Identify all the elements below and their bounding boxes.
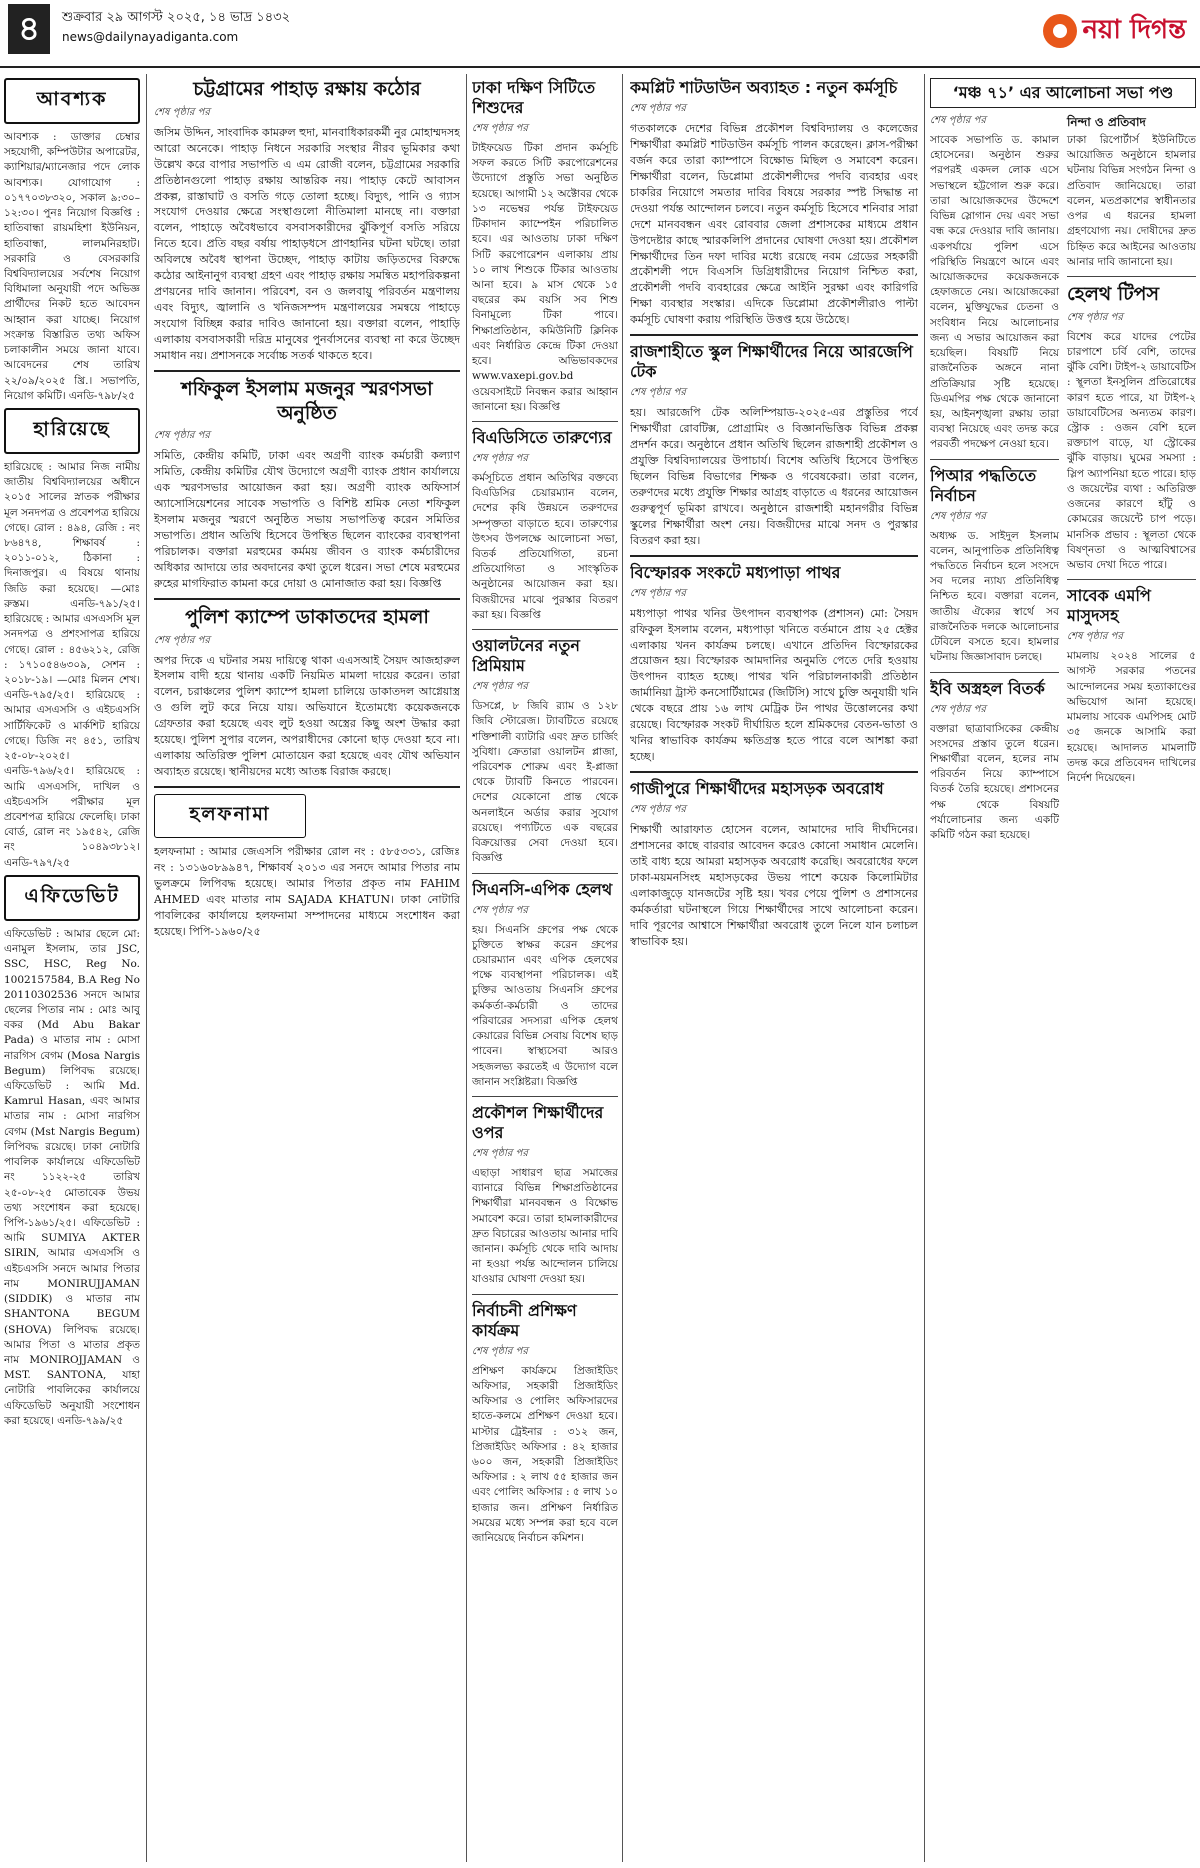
continuation-label: শেষ পৃষ্ঠার পর — [930, 703, 986, 715]
article-headline: ওয়ালটনের নতুন প্রিমিয়াম — [472, 636, 580, 676]
continuation-label: শেষ পৃষ্ঠার পর — [930, 510, 986, 522]
continuation-label: শেষ পৃষ্ঠার পর — [1067, 311, 1123, 323]
continuation-label: শেষ পৃষ্ঠার পর — [930, 115, 986, 126]
section-heading-affidavit: এফিডেভিট — [4, 875, 140, 921]
article-headline: প্রকৌশল শিক্ষার্থীদের ওপর — [472, 1102, 604, 1142]
article-body: প্রশিক্ষণ কার্যক্রমে প্রিজাইডিং অফিসার, সহকারী প্রিজাইডিং অফিসার ও পোলিং অফিসারদের হাতে-কলমে প্রশিক্ষণ দেওয়া হবে। মাস্টার ট্রেইনার : ৩১২ জন, প্রিজাইডিং অফিসার : ৪২ হাজার ৬০০ জন, সহকারী প্রিজাইডিং অফিসার : ২ লাখ ৫৫ হাজার জন এবং পোলিং অফিসার : ৫ লাখ ১০ হাজার জন। প্রশিক্ষণ নির্ধারিত সময়ের মধ্যে সম্পন্ন করা হবে বলে জানিয়েছে নির্বাচন কমিশন। — [472, 1364, 618, 1545]
article-headline: চট্টগ্রামের পাহাড় রক্ষায় কঠোর — [193, 78, 421, 100]
article-headline: পুলিশ ক্যাম্পে ডাকাতদের হামলা — [185, 605, 429, 628]
continuation-label: শেষ পৃষ্ঠার পর — [472, 452, 528, 464]
article-headline: ইবি অস্ত্রহল বিতর্ক — [930, 678, 1045, 698]
continuation-label: শেষ পৃষ্ঠার পর — [472, 681, 528, 693]
needed-ads-text: আবশ্যক : ডাক্তার চেম্বার সহযোগী, কম্পিউটার অপারেটর, ক্যাশিয়ার/ম্যানেজার পদে লোক আবশ্যক। যোগাযোগ : ০১৭৭০৩৮৩২০, সকাল ৯:৩০–১২:৩০। পুনঃ নিয়োগ বিজ্ঞপ্তি : হাতিবান্ধা রায়মহিশা ইউনিয়ন, হাতিবান্ধা, লালমনিরহাট। সরকারি ও বেসরকারি বিশ্ববিদ্যালয়ের সর্বশেষ নিয়োগ বিধিমালা অনুযায়ী পদে অভিজ্ঞ প্রার্থীদের নিকট হতে আবেদন আহ্বান করা যাচ্ছে। নিয়োগ সংক্রান্ত বিস্তারিত তথ্য অফিস চলাকালীন সময়ে জানা যাবে। আবেদনের শেষ তারিখ ২২/০৯/২০২৫ খ্রি.। সভাপতি, নিয়োগ কমিটি। এনডি-৭৯৮/২৫ — [4, 131, 140, 402]
continuation-label: শেষ পৃষ্ঠার পর — [630, 103, 686, 114]
article-headline: সাবেক এমপি মাসুদসহ — [1067, 586, 1151, 626]
contact-email[interactable]: news@dailynayadiganta.com — [62, 30, 239, 44]
continuation-label: শেষ পৃষ্ঠার পর — [630, 387, 686, 399]
article-body: শিক্ষার্থী আরাফাত হোসেন বলেন, আমাদের দাবি দীর্ঘদিনের। প্রশাসনের কাছে বারবার আবেদন করেও কোনো সমাধান মেলেনি। তাই বাধ্য হয়ে আমরা মহাসড়ক অবরোধ করেছি। অবরোধের ফলে ঢাকা-ময়মনসিংহ মহাসড়কের উভয় পাশে কয়েক কিলোমিটার এলাকাজুড়ে যানজটের সৃষ্টি হয়। খবর পেয়ে পুলিশ ও প্রশাসনের কর্মকর্তারা ঘটনাস্থলে গিয়ে শিক্ষার্থীদের সাথে আলোচনা করেন। দাবি পূরণের আশ্বাসে শিক্ষার্থীরা অবরোধ তুলে নিলে যান চলাচল স্বাভাবিক হয়। — [630, 823, 918, 948]
continuation-label: শেষ পৃষ্ঠার পর — [1067, 631, 1123, 643]
continuation-label: শেষ পৃষ্ঠার পর — [472, 123, 528, 134]
news-column-narrow — [472, 74, 618, 1862]
article-body: সমিতি, কেন্দ্রীয় কমিটি, ঢাকা এবং অগ্রণী ব্যাংক কর্মচারী কল্যাণ সমিতি, কেন্দ্রীয় কমিটির যৌথ উদ্যোগে অগ্রণী ব্যাংক প্রধান কার্যালয়ে এক স্মরণসভার আয়োজন করা হয়। অগ্রণী ব্যাংক অফিসার্স অ্যাসোসিয়েশনের সাবেক সভাপতি ও বিশিষ্ট শ্রমিক নেতা শফিকুল ইসলাম মজনুর স্মরণে অনুষ্ঠিত সভায় সভাপতিত্ব করেন সমিতির সভাপতি। প্রধান অতিথি হিসেবে উপস্থিত ছিলেন ব্যাংকের ব্যবস্থাপনা পরিচালক। বক্তারা মরহুমের কর্মময় জীবন ও ব্যাংক কর্মচারীদের অধিকার আদায়ে তার অবদানের কথা তুলে ধরেন। সভা শেষে মরহুমের রুহের মাগফিরাত কামনা করে দোয়া ও মোনাজাত করা হয়। বিজ্ঞপ্তি — [154, 449, 460, 590]
news-column-right — [930, 74, 1196, 1862]
continuation-label: শেষ পৃষ্ঠার পর — [472, 1147, 528, 1159]
article-body: এছাড়া সাধারণ ছাত্র সমাজের ব্যানারে বিভিন্ন শিক্ষাপ্রতিষ্ঠানের শিক্ষার্থীরা মানববন্ধন ও বিক্ষোভ সমাবেশ করে। তারা হামলাকারীদের দ্রুত বিচারের আওতায় আনার দাবি জানান। কর্মসূচি থেকে দাবি আদায় না হওয়া পর্যন্ত আন্দোলন চালিয়ে যাওয়ার ঘোষণা দেওয়া হয়। — [472, 1166, 618, 1286]
article-headline: বিস্ফোরক সংকটে মধ্যপাড়া পাথর — [630, 562, 841, 582]
article-headline: বিএডিসিতে তারুণ্যের — [472, 427, 612, 447]
article-body: বক্তারা ছাত্রাবাসিকের কেন্দ্রীয় সংসদের প্রস্তাব তুলে ধরেন। শিক্ষার্থীরা বলেন, হলের নাম পরিবর্তন নিয়ে ক্যাম্পাসে বিতর্ক তৈরি হয়েছে। প্রশাসনের পক্ষ থেকে বিষয়টি পর্যালোচনার জন্য একটি কমিটি গঠন করা হয়েছে। — [930, 722, 1059, 842]
article-headline: ‘মঞ্চ ৭১’ এর আলোচনা সভা পণ্ড — [930, 78, 1196, 108]
news-column-left — [154, 74, 460, 1862]
article-body: মধ্যপাড়া পাথর খনির উৎপাদন ব্যবস্থাপক (প্রশাসন) মো: সৈয়দ রফিকুল ইসলাম বলেন, মধ্যপাড়া খনিতে বর্তমানে প্রায় ২৫ হেক্টর এলাকায় খনন কার্যক্রম চলছে। এখানে প্রতিদিন বিস্ফোরকের প্রয়োজন হয়। বিস্ফোরক আমদানির অনুমতি পেতে দেরি হওয়ায় উৎপাদন ব্যাহত হচ্ছে। পাথর খনি পরিচালনাকারী প্রতিষ্ঠান জার্মানিয়া ট্রাস্ট কনসোর্টিয়ামের (জিটিসি) সাথে চুক্তি অনুযায়ী খনি থেকে বছরে প্রায় ১৬ লাখ মেট্রিক টন পাথর উত্তোলনের কথা রয়েছে। বিস্ফোরক সংকট দীর্ঘায়িত হলে শ্রমিকদের বেতন-ভাতা ও খনির স্বাভাবিক কার্যক্রম ক্ষতিগ্রস্ত হতে পারে বলে আশঙ্কা করা হচ্ছে। — [630, 606, 918, 764]
article-body: হয়। সিএনসি গ্রুপের পক্ষ থেকে চুক্তিতে স্বাক্ষর করেন গ্রুপের চেয়ারম্যান এবং এপিক হেলথের পক্ষে ব্যবস্থাপনা পরিচালক। এই চুক্তির আওতায় সিএনসি গ্রুপের কর্মকর্তা-কর্মচারী ও তাদের পরিবারের সদস্যরা এপিক হেলথ কেয়ারের বিভিন্ন সেবায় বিশেষ ছাড় পাবেন। স্বাস্থ্যসেবা আরও সহজলভ্য করতেই এ উদ্যোগ বলে জানান সংশ্লিষ্টরা। বিজ্ঞপ্তি — [472, 923, 618, 1088]
article-body: বিশেষ করে যাদের পেটের চারপাশে চর্বি বেশি, তাদের ঝুঁকি বেশি। টাইপ-২ ডায়াবেটিস : স্থূলতা ইনসুলিন প্রতিরোধের কারণ হতে পারে, যা টাইপ-২ ডায়াবেটিসের অন্যতম কারণ। স্ট্রোক : ওজন বেশি হলে রক্তচাপ বাড়ে, যা স্ট্রোকের ঝুঁকি বাড়ায়। ঘুমের সমস্যা : স্লিপ অ্যাপনিয়া হতে পারে। হাড় ও জয়েন্টের ব্যথা : অতিরিক্ত ওজনের কারণে হাঁটু ও কোমরের জয়েন্টে চাপ পড়ে। মানসিক প্রভাব : স্থূলতা থেকে বিষণ্নতা ও আত্মবিশ্বাসের অভাব দেখা দিতে পারে। — [1067, 330, 1196, 571]
masthead-logo — [1043, 6, 1186, 56]
continuation-label: শেষ পৃষ্ঠার পর — [630, 587, 686, 599]
article-headline: গাজীপুরে শিক্ষার্থীদের মহাসড়ক অবরোধ — [630, 779, 884, 798]
news-column-center — [630, 74, 918, 1862]
article-headline: নির্বাচনী প্রশিক্ষণ কার্যক্রম — [472, 1300, 577, 1340]
column-divider — [466, 74, 467, 1862]
article-headline: শফিকুল ইসলাম মজনুর স্মরণসভা অনুষ্ঠিত — [181, 377, 433, 424]
article-body: হয়। আরজেপি টেক অলিম্পিয়াড-২০২৫-এর প্রস্তুতির পর্বে শিক্ষার্থীরা রোবটিক্স, প্রোগ্রামিং ও বিজ্ঞানভিত্তিক বিভিন্ন প্রকল্প প্রদর্শন করে। অনুষ্ঠানে প্রধান অতিথি ছিলেন রাজশাহী প্রকৌশল ও প্রযুক্তি বিশ্ববিদ্যালয়ের উপাচার্য। বিশেষ অতিথি হিসেবে উপস্থিত ছিলেন বিভিন্ন বিভাগের শিক্ষক ও গবেষকেরা। তারা বলেন, তরুণদের মধ্যে প্রযুক্তি শিক্ষার আগ্রহ বাড়াতে এ ধরনের আয়োজন গুরুত্বপূর্ণ ভূমিকা রাখবে। অনুষ্ঠানে রাজশাহী মহানগরীর বিভিন্ন স্কুলের শিক্ষার্থীরা অংশ নেয়। বিজয়ীদের মাঝে সনদ ও পুরস্কার বিতরণ করা হয়। — [630, 406, 918, 547]
continuation-label: শেষ পৃষ্ঠার পর — [154, 106, 210, 118]
continuation-label: শেষ পৃষ্ঠার পর — [630, 804, 686, 815]
article-body: অপর দিকে এ ঘটনার সময় দায়িত্বে থাকা এএসআই সৈয়দ আজহারুল ইসলাম বাদী হয়ে থানায় একটি নিয়মিত মামলা দায়ের করেন। তারা বলেন, চরাঞ্চলের পুলিশ ক্যাম্পে হামলা চালিয়ে ডাকাতদল আগ্নেয়াস্ত্র ও গুলি লুট করে নিয়ে যায়। অভিযানে ইতোমধ্যে কয়েকজনকে গ্রেফতার করা হয়েছে এবং লুট হওয়া অস্ত্রের কিছু অংশ উদ্ধার করা হয়েছে। পুলিশ সুপার বলেন, অপরাধীদের কোনো ছাড় দেওয়া হবে না। এলাকায় অতিরিক্ত পুলিশ মোতায়েন করা হয়েছে এবং যৌথ অভিযান অব্যাহত রয়েছে। স্থানীয়দের মধ্যে আতঙ্ক বিরাজ করছে। — [154, 653, 460, 779]
column-divider — [622, 74, 623, 1862]
article-body: টাইফয়েড টিকা প্রদান কর্মসূচি সফল করতে সিটি করপোরেশনের উদ্যোগে প্রস্তুতি সভা অনুষ্ঠিত হয়েছে। আগামী ১২ অক্টোবর থেকে ১৩ নভেম্বর পর্যন্ত টাইফয়েড টিকাদান ক্যাম্পেইন পরিচালিত হবে। এর আওতায় ঢাকা দক্ষিণ সিটি করপোরেশন এলাকায় প্রায় ১০ লাখ শিশুকে টিকার আওতায় আনা হবে। ৯ মাস থেকে ১৫ বছরের কম বয়সি সব শিশু বিনামূল্যে টিকা পাবে। শিক্ষাপ্রতিষ্ঠান, কমিউনিটি ক্লিনিক এবং নির্ধারিত কেন্দ্রে টিকা দেওয়া হবে। অভিভাবকদের www.vaxepi.gov.bd ওয়েবসাইটে নিবন্ধন করার আহ্বান জানানো হয়। বিজ্ঞপ্তি — [472, 142, 618, 413]
column-divider — [146, 74, 147, 1862]
continuation-label: শেষ পৃষ্ঠার পর — [154, 634, 210, 646]
lost-ads-text: হারিয়েছে : আমার নিজ নামীয় জাতীয় বিশ্ববিদ্যালয়ের অধীনে ২০১৫ সালের স্নাতক পরীক্ষার মূল সনদপত্র ও প্রবেশপত্র হারিয়ে গেছে। রোল : ৪৯৪, রেজি : নং ৮৬৪৭৪, শিক্ষাবর্ষ : ২০১১-০১২, ঠিকানা : দিনাজপুর। এ বিষয়ে থানায় জিডি করা হয়েছে। —মোঃ রুস্তম। এনডি-৭৯১/২৫। হারিয়েছে : আমার এসএসসি মূল সনদপত্র ও প্রশংসাপত্র হারিয়ে গেছে। রোল : ৪৫৬২১২, রেজি : ১৭১০৫৪৬৩০৯, সেশন : ২০১৮-১৯। —মোঃ মিলন শেখ। এনডি-৭৯৫/২৫। হারিয়েছে : আমার এসএসসি ও এইচএসসি সার্টিফিকেট ও মার্কশিট হারিয়ে গেছে। ডিজি নং ৪৫১, তারিখ ২৫-০৮-২০২৫। এনডি-৭৯৬/২৫। হারিয়েছে : আমি এসএসসি, দাখিল ও এইচএসসি পরীক্ষার মূল প্রবেশপত্র হারিয়ে ফেলেছি। ঢাকা বোর্ড, রোল নং ১৯৫৪২, রেজি নং ১০৪৯৩৮১২। এনডি-৭৯৭/২৫ — [4, 460, 140, 869]
page-number: ৪ — [8, 4, 50, 54]
page-header — [0, 0, 1200, 68]
article-body: সাবেক সভাপতি ড. কামাল হোসেনের। অনুষ্ঠান শুরুর পরপরই একদল লোক এসে সভাস্থলে হট্টগোল শুরু করে। তারা আয়োজকদের উদ্দেশে বিভিন্ন স্লোগান দেয় এবং সভা বন্ধ করে দেওয়ার দাবি জানায়। একপর্যায়ে পুলিশ এসে পরিস্থিতি নিয়ন্ত্রণে আনে এবং আয়োজকদের কয়েকজনকে হেফাজতে নেয়। আয়োজকেরা বলেন, মুক্তিযুদ্ধের চেতনা ও সংবিধান নিয়ে আলোচনার জন্য এ সভার আয়োজন করা হয়েছিল। বিষয়টি নিয়ে রাজনৈতিক অঙ্গনে নানা প্রতিক্রিয়ার সৃষ্টি হয়েছে। ডিএমপির পক্ষ থেকে জানানো হয়, আইনশৃঙ্খলা রক্ষায় তারা ব্যবস্থা নিয়েছে এবং তদন্ত করে পরবর্তী পদক্ষেপ নেওয়া হবে। — [930, 134, 1059, 451]
article-headline: কমপ্লিট শাটডাউন অব্যাহত : নতুন কর্মসূচি — [630, 78, 898, 97]
sun-logo-icon — [1043, 14, 1077, 48]
continuation-label: শেষ পৃষ্ঠার পর — [472, 904, 528, 916]
continuation-label: শেষ পৃষ্ঠার পর — [472, 1345, 528, 1357]
article-headline: রাজশাহীতে স্কুল শিক্ষার্থীদের নিয়ে আরজেপি টেক — [630, 342, 913, 382]
article-body: জসিম উদ্দিন, সাংবাদিক কামরুল হুদা, মানবাধিকারকর্মী নুর মোহাম্মদসহ আরো অনেকে। পাহাড় নিধনে সরকারি সংস্থার নীরব ভূমিকার কথা উল্লেখ করে বাপার সভাপতি এ এম রোজী বলেন, চট্টগ্রামের সরকারি প্রতিষ্ঠানগুলো পাহাড় রক্ষায় আন্তরিক নয়। পাহাড় কেটে আবাসন প্রকল্প, রাস্তাঘাট ও বসতি গড়ে তোলা হচ্ছে। বিদ্যুৎ, পানি ও গ্যাস সংযোগ দেওয়ার ক্ষেত্রে সংস্থাগুলো নীতিমালা মানছে না। বক্তারা বলেন, পাহাড়ে অবৈধভাবে বসবাসকারীদের ঝুঁকিপূর্ণ বসতি সরিয়ে নিতে হবে। প্রতি বছর বর্ষায় পাহাড়ধসে প্রাণহানির ঘটনা ঘটছে। তারা অবিলম্বে অবৈধ স্থাপনা উচ্ছেদ, পাহাড় কাটায় জড়িতদের বিরুদ্ধে কঠোর আইনানুগ ব্যবস্থা গ্রহণ এবং পাহাড় রক্ষায় সমন্বিত মহাপরিকল্পনা প্রণয়নের দাবি জানান। পরিবেশ, বন ও জলবায়ু পরিবর্তন মন্ত্রণালয় এবং বিদ্যুৎ, জ্বালানি ও খনিজসম্পদ মন্ত্রণালয়ের সমন্বয়ে পাহাড়ে সংযোগ বিচ্ছিন্ন করার দাবিও জানানো হয়। বক্তারা বলেন, পাহাড়ি এলাকায় বসবাসকারী দরিদ্র মানুষের পুনর্বাসনের ব্যবস্থা না করে উচ্ছেদ সমাধান নয়। প্রশাসনকে সর্বোচ্চ সতর্ক থাকতে হবে। — [154, 125, 460, 362]
article-body: গতকালকে দেশের বিভিন্ন প্রকৌশল বিশ্ববিদ্যালয় ও কলেজের শিক্ষার্থীরা কমপ্লিট শাটডাউন কর্মসূচি পালন করেছেন। ক্লাস-পরীক্ষা বর্জন করে তারা ক্যাম্পাসে বিক্ষোভ মিছিল ও সমাবেশ করেন। শিক্ষার্থীরা বলেন, ডিপ্লোমা প্রকৌশলীদের পদবি ব্যবহার এবং চাকরির নিয়োগে সমতার দাবির বিষয়ে সরকার স্পষ্ট সিদ্ধান্ত না দেওয়া পর্যন্ত আন্দোলন চলবে। নতুন কর্মসূচি হিসেবে শনিবার সারা দেশে মানববন্ধন এবং রোববার জেলা প্রশাসকের মাধ্যমে প্রধান উপদেষ্টার কাছে স্মারকলিপি প্রদানের ঘোষণা দেওয়া হয়। প্রকৌশল শিক্ষার্থীদের তিন দফা দাবির মধ্যে রয়েছে নবম গ্রেডের সহকারী প্রকৌশলী পদে বিএসসি ডিগ্রিধারীদের নিয়োগ নিশ্চিত করা, প্রকৌশলী পদবি ব্যবহারের ক্ষেত্রে আইনি সুরক্ষা এবং কারিগরি শিক্ষা ব্যবস্থার সংস্কার। এদিকে ডিপ্লোমা প্রকৌশলীরাও পাল্টা কর্মসূচি ঘোষণা করায় পরিস্থিতি উত্তপ্ত হয়ে উঠেছে। — [630, 122, 918, 327]
health-tips-headline: হেলথ টিপস — [1067, 282, 1160, 305]
article-body: ঢাকা রিপোর্টার্স ইউনিটিতে আয়োজিত অনুষ্ঠানে হামলার ঘটনায় বিভিন্ন সংগঠন নিন্দা ও প্রতিবাদ জানিয়েছে। তারা বলেন, মতপ্রকাশের স্বাধীনতার ওপর এ ধরনের হামলা গ্রহণযোগ্য নয়। দোষীদের দ্রুত চিহ্নিত করে আইনের আওতায় আনার দাবি জানানো হয়। — [1067, 134, 1196, 268]
continuation-label: শেষ পৃষ্ঠার পর — [154, 430, 210, 442]
column-divider — [924, 74, 925, 1862]
affidavit-ads-text: এফিডেভিট : আমার ছেলে মো: এনামুল ইসলাম, তার JSC, SSC, HSC, Reg No. 1002157584, B.A Reg No 20110302536 সনদে আমার ছেলের পিতার নাম : মোঃ আবু বকর (Md Abu Bakar Pada) ও মাতার নাম : মোসা নারগিস বেগম (Mosa Nargis Begum) লিপিবদ্ধ রয়েছে। এফিডেভিট : আমি Md. Kamrul Hasan, এবং আমার মাতার নাম : মোসা নারগিস বেগম (Mst Nargis Begum) লিপিবদ্ধ রয়েছে। ঢাকা নোটারি পাবলিক কার্যালয়ে এফিডেভিট নং ১১২২-২৫ তারিখ ২৫-০৮-২৫ মোতাবেক উভয় তথ্য সংশোধন করা হয়েছে। পিপি-১৯৬১/২৫। এফিডেভিট : আমি SUMIYA AKTER SIRIN, আমার এসএসসি ও এইচএসসি সনদে আমার পিতার নাম MONIRUJJAMAN (SIDDIK) ও মাতার নাম SHANTONA BEGUM (SHOVA) লিপিবদ্ধ রয়েছে। আমার পিতা ও মাতার প্রকৃত নাম MONIROJJAMAN ও MST. SANTONA, যাহা নোটারি পাবলিকের কার্যালয়ে এফিডেভিট অনুযায়ী সংশোধন করা হয়েছে। এনডি-৭৯৯/২৫ — [4, 927, 140, 1427]
issue-date: শুক্রবার ২৯ আগস্ট ২০২৫, ১৪ ভাদ্র ১৪৩২ — [62, 10, 291, 25]
section-heading-lost: হারিয়েছে — [4, 408, 140, 454]
article-body: কর্মসূচিতে প্রধান অতিথির বক্তব্যে বিএডিসির চেয়ারম্যান বলেন, দেশের কৃষি উন্নয়নে তরুণদের সম্পৃক্ততা বাড়াতে হবে। তারুণ্যের উৎসব উপলক্ষে আলোচনা সভা, বিতর্ক প্রতিযোগিতা, রচনা প্রতিযোগিতা ও সাংস্কৃতিক অনুষ্ঠানের আয়োজন করা হয়। বিজয়ীদের মাঝে পুরস্কার বিতরণ করা হয়। বিজ্ঞপ্তি — [472, 471, 618, 621]
affidavit-notice-body: হলফনামা : আমার জেএসসি পরীক্ষার রোল নং : ৫৮৫৩৩১, রেজিঃ নং : ১৩১৬০৮৯৯৪৭, শিক্ষাবর্ষ ২০১৩ এর সনদে আমার পিতার নাম ভুলক্রমে লিপিবদ্ধ হয়েছে। আমার পিতার প্রকৃত নাম FAHIM AHMED এবং মাতার নাম SAJADA KHATUN। ঢাকা নোটারি পাবলিকের কার্যালয়ে হলফনামা সম্পাদনের মাধ্যমে সংশোধন করা হয়েছে। পিপি-১৯৬০/২৫ — [154, 845, 460, 938]
article-body: মামলায় ২০২৪ সালের ৫ আগস্ট সরকার পতনের আন্দোলনের সময় হত্যাকাণ্ডের অভিযোগ আনা হয়েছে। মামলায় সাবেক এমপিসহ মোট ৩৫ জনকে আসামি করা হয়েছে। আদালত মামলাটি তদন্ত করে প্রতিবেদন দাখিলের নির্দেশ দিয়েছেন। — [1067, 650, 1196, 784]
article-body: ডিসপ্লে, ৮ জিবি র‌্যাম ও ১২৮ জিবি স্টোরেজ। ট্যাবটিতে রয়েছে শক্তিশালী ব্যাটারি এবং দ্রুত চার্জিং সুবিধা। ক্রেতারা ওয়ালটন প্লাজা, পরিবেশক শোরুম এবং ই-প্লাজা থেকে ট্যাবটি কিনতে পারবেন। দেশের যেকোনো প্রান্ত থেকে অনলাইনে অর্ডার করার সুযোগ রয়েছে। পণ্যটিতে এক বছরের বিক্রয়োত্তর সেবা দেওয়া হবে। বিজ্ঞপ্তি — [472, 700, 618, 865]
logo-text: নয়া দিগন্ত — [1082, 15, 1186, 45]
affidavit-notice-heading: হলফনামা — [154, 794, 306, 838]
article-body: অধ্যক্ষ ড. সাইদুল ইসলাম বলেন, আনুপাতিক প্রতিনিধিত্ব পদ্ধতিতে নির্বাচন হলে সংসদে সব দলের ন্যায্য প্রতিনিধিত্ব নিশ্চিত হবে। বক্তারা বলেন, জাতীয় ঐক্যের স্বার্থে সব রাজনৈতিক দলকে আলোচনার টেবিলে বসতে হবে। হামলার ঘটনায় জিজ্ঞাসাবাদ চলছে। — [930, 529, 1059, 664]
article-headline: নিন্দা ও প্রতিবাদ — [1067, 115, 1146, 129]
classifieds-column — [4, 74, 140, 1862]
article-headline: ঢাকা দক্ষিণ সিটিতে শিশুদের — [472, 78, 596, 117]
section-heading-needed: আবশ্যক — [4, 78, 140, 124]
article-headline: পিআর পদ্ধতিতে নির্বাচন — [930, 465, 1037, 505]
article-headline: সিএনসি-এপিক হেলথ — [472, 879, 613, 899]
